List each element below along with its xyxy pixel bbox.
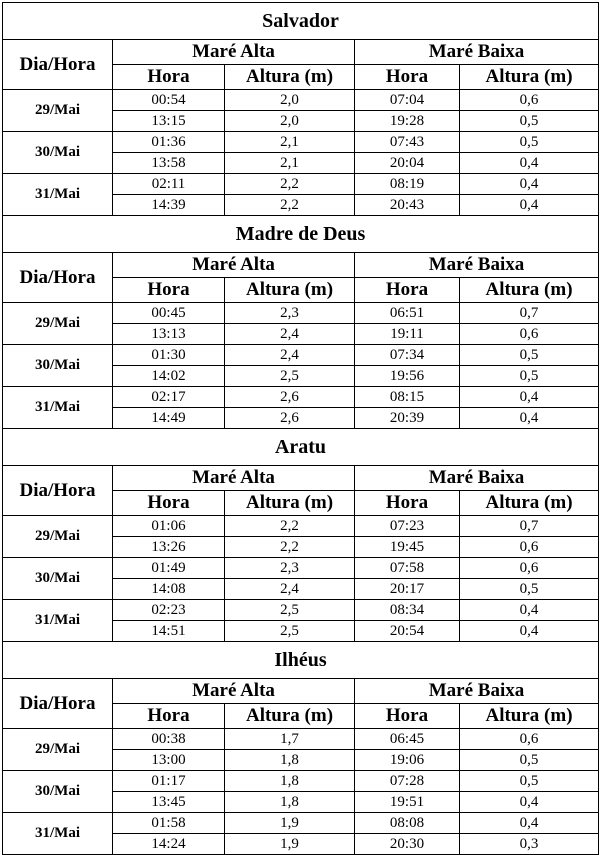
low-tide-height: 0,5 <box>460 750 599 771</box>
day-hour-header: Dia/Hora <box>3 40 113 90</box>
low-tide-hour: 08:08 <box>355 813 460 834</box>
high-tide-height: 2,3 <box>225 303 355 324</box>
low-tide-height: 0,5 <box>460 111 599 132</box>
high-tide-height: 1,8 <box>225 792 355 813</box>
tide-table-document <box>2 2 598 855</box>
low-tide-height: 0,5 <box>460 579 599 600</box>
day-label: 31/Mai <box>3 174 113 216</box>
high-tide-hour: 01:36 <box>113 132 225 153</box>
low-tide-hour: 20:54 <box>355 621 460 642</box>
high-tide-height: 2,0 <box>225 90 355 111</box>
table-row <box>3 558 599 579</box>
table-row <box>3 90 599 111</box>
high-tide-hour: 01:49 <box>113 558 225 579</box>
location-title-row <box>3 642 599 679</box>
low-tide-height: 0,4 <box>460 621 599 642</box>
tide-group-header-row <box>3 466 599 491</box>
low-height-header: Altura (m) <box>460 491 599 516</box>
high-height-header: Altura (m) <box>225 704 355 729</box>
high-tide-height: 1,7 <box>225 729 355 750</box>
high-tide-hour: 14:08 <box>113 579 225 600</box>
high-tide-height: 2,6 <box>225 387 355 408</box>
high-tide-hour: 13:26 <box>113 537 225 558</box>
day-label: 31/Mai <box>3 600 113 642</box>
high-hour-header: Hora <box>113 278 225 303</box>
low-tide-hour: 19:56 <box>355 366 460 387</box>
low-tide-height: 0,4 <box>460 792 599 813</box>
high-tide-height: 2,4 <box>225 324 355 345</box>
low-tide-height: 0,6 <box>460 729 599 750</box>
low-hour-header: Hora <box>355 278 460 303</box>
low-tide-hour: 19:45 <box>355 537 460 558</box>
low-tide-hour: 20:17 <box>355 579 460 600</box>
low-height-header: Altura (m) <box>460 704 599 729</box>
high-tide-hour: 14:51 <box>113 621 225 642</box>
high-tide-hour: 01:17 <box>113 771 225 792</box>
table-row <box>3 174 599 195</box>
table-row <box>3 387 599 408</box>
low-tide-height: 0,4 <box>460 600 599 621</box>
high-tide-header: Maré Alta <box>113 253 355 278</box>
low-tide-hour: 19:28 <box>355 111 460 132</box>
high-tide-height: 2,1 <box>225 132 355 153</box>
high-tide-hour: 00:38 <box>113 729 225 750</box>
high-tide-hour: 02:17 <box>113 387 225 408</box>
low-tide-hour: 19:11 <box>355 324 460 345</box>
high-tide-height: 2,5 <box>225 600 355 621</box>
high-tide-header: Maré Alta <box>113 466 355 491</box>
low-tide-hour: 08:34 <box>355 600 460 621</box>
low-tide-hour: 19:06 <box>355 750 460 771</box>
high-tide-hour: 13:15 <box>113 111 225 132</box>
high-tide-height: 2,2 <box>225 516 355 537</box>
high-tide-height: 2,4 <box>225 345 355 366</box>
low-tide-height: 0,4 <box>460 813 599 834</box>
low-tide-height: 0,7 <box>460 516 599 537</box>
low-tide-hour: 20:30 <box>355 834 460 855</box>
high-tide-hour: 14:39 <box>113 195 225 216</box>
high-hour-header: Hora <box>113 65 225 90</box>
tide-group-header-row <box>3 679 599 704</box>
high-tide-hour: 00:54 <box>113 90 225 111</box>
tide-group-header-row <box>3 253 599 278</box>
table-row <box>3 516 599 537</box>
low-hour-header: Hora <box>355 704 460 729</box>
high-tide-hour: 14:02 <box>113 366 225 387</box>
table-row <box>3 771 599 792</box>
high-tide-height: 2,2 <box>225 195 355 216</box>
high-tide-height: 2,1 <box>225 153 355 174</box>
table-row <box>3 600 599 621</box>
day-label: 30/Mai <box>3 132 113 174</box>
low-tide-hour: 06:45 <box>355 729 460 750</box>
low-tide-height: 0,5 <box>460 132 599 153</box>
high-tide-height: 2,2 <box>225 174 355 195</box>
low-tide-height: 0,4 <box>460 195 599 216</box>
table-row <box>3 132 599 153</box>
low-hour-header: Hora <box>355 491 460 516</box>
table-row <box>3 729 599 750</box>
high-tide-hour: 13:13 <box>113 324 225 345</box>
day-label: 31/Mai <box>3 387 113 429</box>
day-label: 29/Mai <box>3 303 113 345</box>
day-label: 31/Mai <box>3 813 113 855</box>
location-title: Salvador <box>3 3 599 40</box>
high-tide-height: 1,9 <box>225 813 355 834</box>
low-tide-hour: 20:04 <box>355 153 460 174</box>
high-tide-header: Maré Alta <box>113 40 355 65</box>
low-tide-height: 0,3 <box>460 834 599 855</box>
low-height-header: Altura (m) <box>460 65 599 90</box>
table-row <box>3 303 599 324</box>
location-title: Aratu <box>3 429 599 466</box>
day-label: 29/Mai <box>3 516 113 558</box>
low-tide-hour: 07:43 <box>355 132 460 153</box>
low-tide-height: 0,7 <box>460 303 599 324</box>
high-tide-height: 2,6 <box>225 408 355 429</box>
high-tide-hour: 02:11 <box>113 174 225 195</box>
low-tide-height: 0,4 <box>460 174 599 195</box>
high-tide-height: 1,8 <box>225 771 355 792</box>
low-tide-hour: 07:34 <box>355 345 460 366</box>
low-tide-height: 0,4 <box>460 387 599 408</box>
low-tide-header: Maré Baixa <box>355 253 599 278</box>
table-row <box>3 345 599 366</box>
high-tide-height: 2,5 <box>225 621 355 642</box>
high-tide-height: 2,3 <box>225 558 355 579</box>
location-title-row <box>3 429 599 466</box>
high-tide-hour: 02:23 <box>113 600 225 621</box>
low-tide-header: Maré Baixa <box>355 40 599 65</box>
high-tide-hour: 01:58 <box>113 813 225 834</box>
day-hour-header: Dia/Hora <box>3 679 113 729</box>
low-tide-hour: 07:04 <box>355 90 460 111</box>
high-tide-hour: 01:30 <box>113 345 225 366</box>
day-hour-header: Dia/Hora <box>3 253 113 303</box>
high-hour-header: Hora <box>113 704 225 729</box>
day-label: 29/Mai <box>3 729 113 771</box>
high-tide-height: 2,5 <box>225 366 355 387</box>
day-hour-header: Dia/Hora <box>3 466 113 516</box>
high-height-header: Altura (m) <box>225 278 355 303</box>
location-title: Madre de Deus <box>3 216 599 253</box>
low-tide-hour: 07:23 <box>355 516 460 537</box>
high-tide-hour: 13:00 <box>113 750 225 771</box>
high-tide-hour: 00:45 <box>113 303 225 324</box>
low-tide-height: 0,6 <box>460 90 599 111</box>
tide-table <box>2 2 599 855</box>
high-tide-hour: 01:06 <box>113 516 225 537</box>
high-tide-height: 2,4 <box>225 579 355 600</box>
table-row <box>3 813 599 834</box>
low-tide-header: Maré Baixa <box>355 679 599 704</box>
low-tide-height: 0,5 <box>460 771 599 792</box>
low-tide-height: 0,5 <box>460 345 599 366</box>
low-tide-hour: 08:19 <box>355 174 460 195</box>
low-tide-hour: 19:51 <box>355 792 460 813</box>
high-tide-height: 2,0 <box>225 111 355 132</box>
day-label: 30/Mai <box>3 771 113 813</box>
location-title-row <box>3 216 599 253</box>
high-tide-header: Maré Alta <box>113 679 355 704</box>
low-tide-hour: 08:15 <box>355 387 460 408</box>
location-title-row <box>3 3 599 40</box>
low-tide-hour: 07:58 <box>355 558 460 579</box>
high-height-header: Altura (m) <box>225 491 355 516</box>
tide-table-body <box>3 3 599 855</box>
high-tide-hour: 14:49 <box>113 408 225 429</box>
low-tide-hour: 20:39 <box>355 408 460 429</box>
day-label: 30/Mai <box>3 558 113 600</box>
high-tide-height: 2,2 <box>225 537 355 558</box>
low-tide-hour: 06:51 <box>355 303 460 324</box>
low-tide-hour: 07:28 <box>355 771 460 792</box>
low-tide-header: Maré Baixa <box>355 466 599 491</box>
high-tide-hour: 13:58 <box>113 153 225 174</box>
low-tide-height: 0,5 <box>460 366 599 387</box>
high-tide-hour: 13:45 <box>113 792 225 813</box>
low-tide-height: 0,6 <box>460 558 599 579</box>
high-tide-hour: 14:24 <box>113 834 225 855</box>
day-label: 30/Mai <box>3 345 113 387</box>
low-tide-height: 0,4 <box>460 408 599 429</box>
low-hour-header: Hora <box>355 65 460 90</box>
tide-group-header-row <box>3 40 599 65</box>
low-tide-height: 0,6 <box>460 324 599 345</box>
low-tide-height: 0,4 <box>460 153 599 174</box>
day-label: 29/Mai <box>3 90 113 132</box>
low-tide-height: 0,6 <box>460 537 599 558</box>
low-height-header: Altura (m) <box>460 278 599 303</box>
high-hour-header: Hora <box>113 491 225 516</box>
high-height-header: Altura (m) <box>225 65 355 90</box>
high-tide-height: 1,8 <box>225 750 355 771</box>
location-title: Ilhéus <box>3 642 599 679</box>
low-tide-hour: 20:43 <box>355 195 460 216</box>
high-tide-height: 1,9 <box>225 834 355 855</box>
